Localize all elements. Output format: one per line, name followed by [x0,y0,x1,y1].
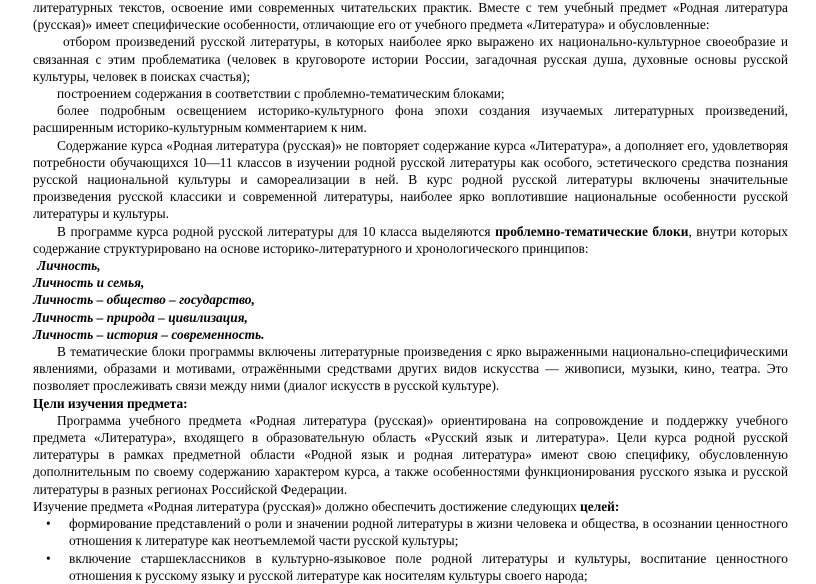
goals-list [33,515,788,584]
paragraph-program: Программа учебного предмета «Родная литература (русская)» ориентирована на сопровождение и поддержку учебного предмета «Литература», входящего в образовательную область «Русский язык и литература». Цели курса родной русской литературы в рамках предметной области «Родной язык и родная литература» имеют свою специфику, обусловленную дополнительным по своему содержанию характером курса, а также особенностями функционирования русского языка и русской литературы в разных регионах Российской Федерации. [33,412,788,497]
document-page [33,0,788,584]
block-item-2: Личность и семья, [33,275,145,291]
text-segment: , внутри которых содержание структурировано на основе историко-литературного и хронологического принципов: [33,223,788,256]
list-item [33,550,788,584]
text-segment: В программе курса родной русской литературы для 10 класса выделяются [57,223,496,239]
paragraph-intro: литературных текстов, освоение ими современных читательских практик. Вместе с тем учебный предмет «Родная литература (русская)» имеет специфические особенности, отличающие его от учебного предмета «Литература» и обусловленные: [33,0,788,33]
block-item-4: Личность – природа – цивилизация, [33,309,248,325]
list-item-text: формирование представлений о роли и значении родной литературы в жизни человека и общества, в осознании ценностного отношения к литературе как неотъемлемой части русской культуры; [69,516,788,549]
list-item [33,515,788,549]
paragraph-feature-3: более подробным освещением историко-культурного фона эпохи создания изучаемых литературных произведений, расширенным историко-культурным комментарием к ним. [33,103,788,136]
bold-term: проблемно-тематические блоки [495,223,689,239]
paragraph-feature-2: построением содержания в соответствии с проблемно-тематическим блоками; [57,86,505,102]
paragraph-course-content: Содержание курса «Родная литература (русская)» не повторяет содержание курса «Литература», а дополняет его, удовлетворяя потребности обучающихся 10—11 классов в изучении родной русской литературы как особого, эстетического средства познания русской национальной культуры и самореализации в ней. В курс родной русской литературы включены значительные произведения русской классики и современной литературы, наиболее ярко воплотившие национальные особенности русской литературы и культуры. [33,137,788,222]
paragraph-thematic-blocks: В тематические блоки программы включены литературные произведения с ярко выраженными национально-специфическими явлениями, образами и мотивами, отражёнными средствами других видов искусства — живописи, музыки, кино, театра. Это позволяет прослеживать связи между ними (диалог искусств в русской культуре). [33,344,788,394]
bold-term: целей: [580,498,620,514]
paragraph-feature-1: отбором произведений русской литературы, в которых наиболее ярко выражено их национально-культурное своеобразие и связанная с этим проблематика (человек в круговороте истории России, загадочная русская душа, духовные основы русской культуры, человек в поисках счастья); [33,34,788,84]
section-heading-goals: Цели изучения предмета: [33,395,188,411]
paragraph-goals-intro [33,498,788,515]
list-item-text: включение старшеклассников в культурно-языковое поле родной литературы и культуры, воспитание ценностного отношения к русскому языку и русской литературе как носителям культуры своего народа; [69,550,788,583]
block-item-1: Личность, [37,258,101,274]
block-item-5: Личность – история – современность. [33,326,265,342]
block-item-3: Личность – общество – государство, [33,292,255,308]
text-segment: Изучение предмета «Родная литература (русская)» должно обеспечить достижение следующих [33,498,581,514]
bullet-icon: • [46,550,51,566]
paragraph-blocks-intro [33,223,788,257]
bullet-icon: • [46,516,51,532]
